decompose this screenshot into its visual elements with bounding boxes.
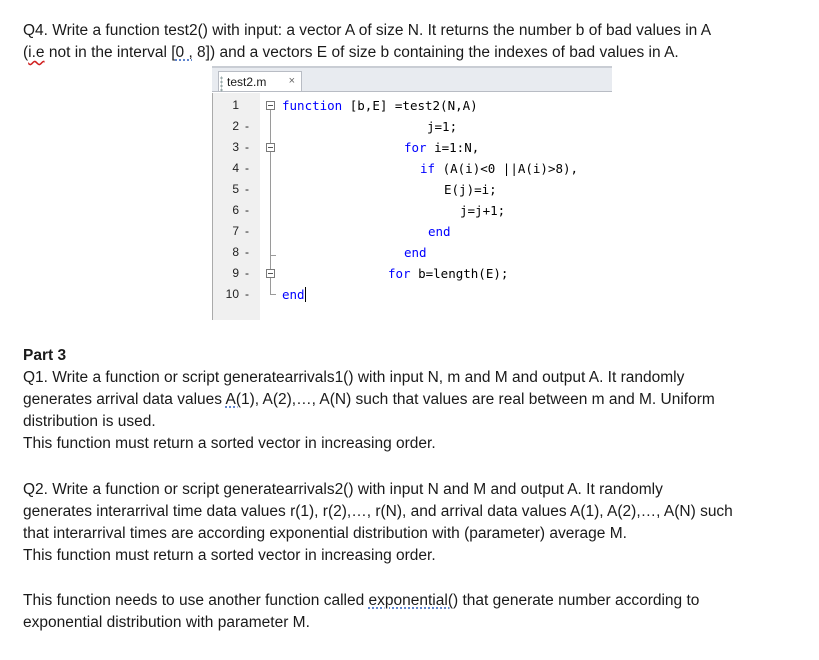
editor-tab-bar [212, 66, 612, 92]
q1-line-4: This function must return a sorted vector in increasing order. [23, 435, 436, 452]
code-line-2[interactable] [427, 119, 457, 134]
breakpoint-marker[interactable]: - [245, 140, 249, 154]
code-text: j=1; [427, 119, 458, 134]
q4-line-2 [23, 42, 803, 64]
fold-guide [270, 256, 271, 270]
code-text: (A(i)<0 ||A(i)>8), [435, 161, 579, 176]
keyword: for [404, 140, 427, 155]
part3-heading: Part 3 [23, 347, 67, 364]
keyword: end [404, 245, 427, 260]
note-text: ) that generate number according to [452, 592, 700, 609]
q1-text: generates arrival data values [23, 391, 226, 408]
code-line-4[interactable] [420, 161, 578, 176]
line-number: 10 [225, 287, 239, 301]
fold-guide [270, 278, 271, 294]
code-text: b=length(E); [410, 266, 509, 281]
q4-text: 8]) and a vectors E of size b containing the indexes of bad values in A. [192, 44, 679, 61]
question-q4 [23, 20, 803, 64]
line-number: 1 [232, 98, 239, 112]
fold-guide [270, 152, 271, 256]
code-line-9[interactable] [388, 266, 508, 281]
note-line-1 [23, 590, 803, 612]
code-text: j=j+1; [460, 203, 506, 218]
keyword: if [420, 161, 436, 176]
q1-line-1: Q1. Write a function or script generatearrivals1() with input N, m and M and output A. It randomly [23, 369, 685, 386]
breakpoint-marker[interactable]: - [245, 245, 249, 259]
tab-test2-m[interactable] [218, 71, 302, 91]
fold-toggle-icon[interactable] [266, 101, 275, 110]
code-line-8[interactable] [404, 245, 427, 260]
line-number: 6 [232, 203, 239, 217]
interval-zero: 0 , [175, 44, 193, 61]
note-text: This function needs to use another function called [23, 592, 369, 609]
code-text: E(j)=i; [444, 182, 497, 197]
code-line-6[interactable] [460, 203, 505, 218]
breakpoint-marker[interactable]: - [245, 266, 249, 280]
breakpoint-marker[interactable]: - [245, 224, 249, 238]
breakpoint-marker[interactable]: - [245, 161, 249, 175]
q2-line-1: Q2. Write a function or script generatearrivals2() with input N and M and output A. It randomly [23, 481, 663, 498]
breakpoint-marker[interactable]: - [245, 182, 249, 196]
keyword: function [282, 98, 343, 113]
grip-icon [220, 76, 223, 92]
q1-line-2 [23, 389, 803, 411]
question-q1 [23, 367, 803, 455]
keyword: end [282, 287, 305, 302]
q2-line-3: that interarrival times are according exponential distribution with (parameter) average M. [23, 525, 627, 542]
fold-toggle-icon[interactable] [266, 269, 275, 278]
close-icon[interactable]: × [288, 75, 295, 87]
breakpoint-marker[interactable]: - [245, 287, 249, 301]
code-text: i=1:N, [426, 140, 480, 155]
line-number: 5 [232, 182, 239, 196]
note-paragraph [23, 590, 803, 634]
keyword: for [388, 266, 411, 281]
q2-line-4: This function must return a sorted vector in increasing order. [23, 547, 436, 564]
line-number: 4 [232, 161, 239, 175]
line-number: 2 [232, 119, 239, 133]
q2-line-2: generates interarrival time data values r(1), r(2),…, r(N), and arrival data values A(1), A(2),…, A(N) such [23, 503, 733, 520]
code-line-10[interactable] [282, 287, 306, 302]
line-number: 3 [232, 140, 239, 154]
code-line-5[interactable] [444, 182, 497, 197]
breakpoint-marker[interactable]: - [245, 203, 249, 217]
line-number: 7 [232, 224, 239, 238]
line-number-gutter [212, 93, 260, 320]
exponential-function-name: exponential( [368, 592, 453, 609]
a-term: A( [225, 391, 241, 408]
breakpoint-marker[interactable]: - [245, 119, 249, 133]
q1-line-3: distribution is used. [23, 413, 156, 430]
keyword: end [428, 224, 451, 239]
q1-text: 1), A(2),…, A(N) such that values are real between m and M. Uniform [240, 391, 715, 408]
code-text: [b,E] =test2(N,A) [342, 98, 478, 113]
note-line-2: exponential distribution with parameter M. [23, 614, 310, 631]
q4-text: not in the interval [ [44, 44, 176, 61]
fold-end-tick [270, 294, 276, 295]
code-line-7[interactable] [428, 224, 451, 239]
line-number: 9 [232, 266, 239, 280]
tab-label: test2.m [227, 75, 267, 89]
ie-abbreviation: i.e [28, 44, 45, 61]
q4-text: ( [23, 44, 29, 61]
code-editor [212, 66, 612, 320]
question-q2 [23, 479, 803, 567]
fold-toggle-icon[interactable] [266, 143, 275, 152]
code-folding-column [260, 93, 280, 320]
code-line-1[interactable] [282, 98, 478, 113]
code-line-3[interactable] [404, 140, 479, 155]
q4-line-1: Q4. Write a function test2() with input: a vector A of size N. It returns the number b of bad values in A [23, 22, 712, 39]
line-number: 8 [232, 245, 239, 259]
